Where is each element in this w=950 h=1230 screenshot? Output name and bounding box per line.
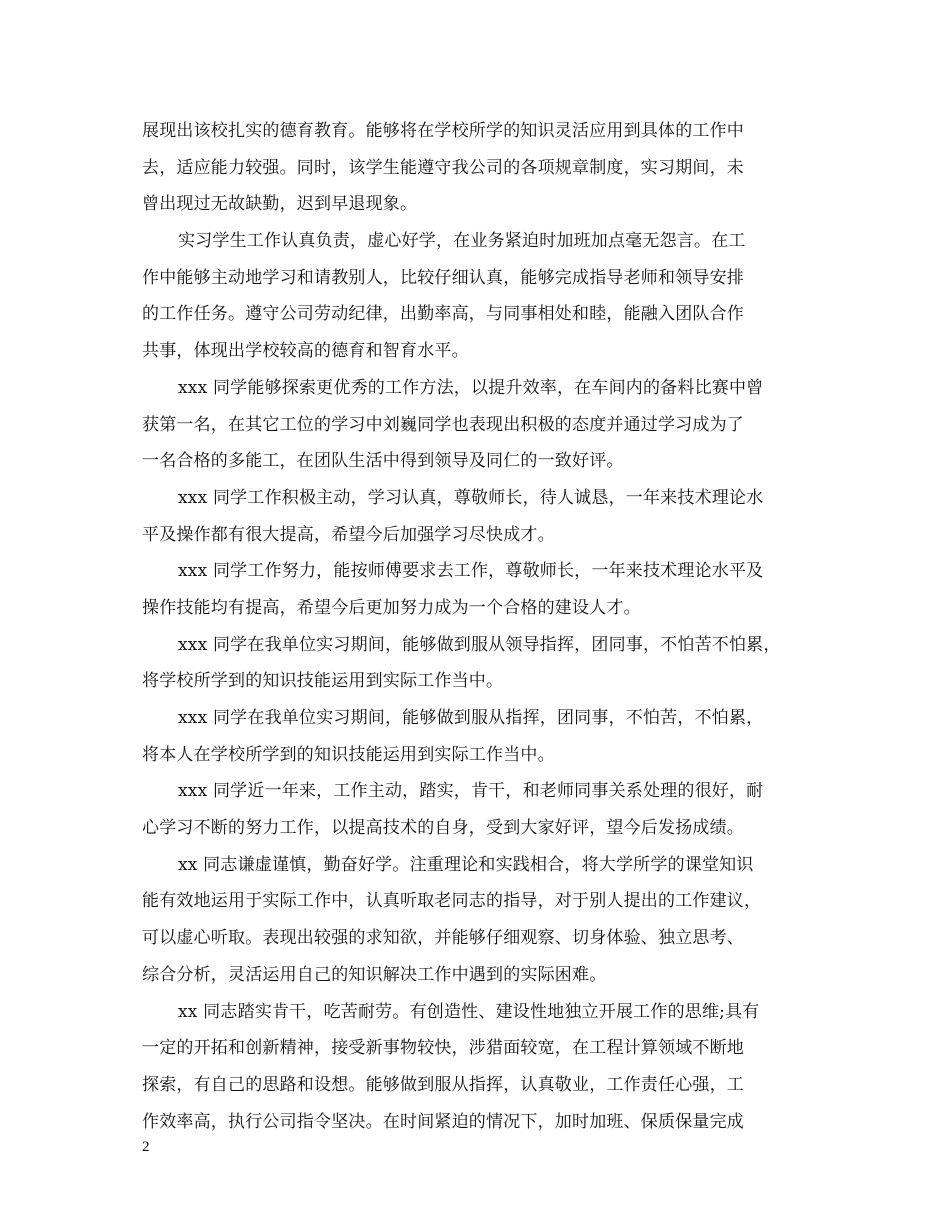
text-line: 将学校所学到的知识技能运用到实际工作当中。 [142,671,504,692]
text-line: 展现出该校扎实的德育教育。能够将在学校所学的知识灵活应用到具体的工作中 [142,121,744,141]
text-line: xxx 同学能够探索更优秀的工作方法，以提升效率，在车间内的备料比赛中曾 [178,377,764,398]
text-line: 心学习不断的努力工作，以提高技术的自身，受到大家好评，望今后发扬成绩。 [142,818,744,839]
text-line: 实习学生工作认真负责，虚心好学，在业务紧迫时加班加点毫无怨言。在工 [178,231,746,252]
text-line: 探索，有自己的思路和设想。能够做到服从指挥，认真敬业，工作责任心强，工 [142,1074,744,1095]
text-line: 综合分析，灵活运用自己的知识解决工作中遇到的实际困难。 [142,964,607,985]
document-body [142,113,817,1140]
text-line: xxx 同学在我单位实习期间，能够做到服从领导指挥，团同事，不怕苦不怕累， [178,634,781,655]
text-line: 可以虚心听取。表现出较强的求知欲，并能够仔细观察、切身体验、独立思考、 [142,928,744,949]
text-line: 将本人在学校所学到的知识技能运用到实际工作当中。 [142,744,555,765]
text-line: xx 同志谦虚谨慎，勤奋好学。注重理论和实践相合，将大学所学的课堂知识 [178,854,754,875]
text-line: xx 同志踏实肯干，吃苦耐劳。有创造性、建设性地独立开展工作的思维;具有 [178,1001,760,1022]
text-line: 能有效地运用于实际工作中，认真听取老同志的指导，对于别人提出的工作建议， [142,891,762,912]
text-line: xxx 同学工作努力，能按师傅要求去工作，尊敬师长，一年来技术理论水平及 [178,561,764,582]
text-line: 去，适应能力较强。同时，该学生能遵守我公司的各项规章制度，实习期间，未 [142,157,744,178]
text-line: 作效率高，执行公司指令坚决。在时间紧迫的情况下，加时加班、保质保量完成 [142,1111,744,1132]
text-line: 的工作任务。遵守公司劳动纪律，出勤率高，与同事相处和睦，能融入团队合作 [142,304,744,325]
text-line: 平及操作都有很大提高，希望今后加强学习尽快成才。 [142,524,555,545]
text-line: 操作技能均有提高，希望今后更加努力成为一个合格的建设人才。 [142,597,641,618]
page-number: 2 [142,1139,150,1155]
text-line: xxx 同学工作积极主动，学习认真，尊敬师长，待人诚恳，一年来技术理论水 [178,487,764,508]
text-line: 获第一名，在其它工位的学习中刘巍同学也表现出积极的态度并通过学习成为了 [142,414,744,435]
text-line: 曾出现过无故缺勤，迟到早退现象。 [142,194,418,215]
text-line: 一定的开拓和创新精神，接受新事物较快，涉猎面较宽，在工程计算领域不断地 [142,1038,744,1059]
text-line: 共事，体现出学校较高的德育和智育水平。 [142,341,469,362]
text-line: 一名合格的多能工，在团队生活中得到领导及同仁的一致好评。 [142,451,624,472]
text-line: xxx 同学近一年来，工作主动，踏实，肯干，和老师同事关系处理的很好，耐 [178,781,764,802]
text-line: xxx 同学在我单位实习期间，能够做到服从指挥，团同事，不怕苦，不怕累， [178,708,764,728]
text-line: 作中能够主动地学习和请教别人，比较仔细认真，能够完成指导老师和领导安排 [142,267,744,288]
